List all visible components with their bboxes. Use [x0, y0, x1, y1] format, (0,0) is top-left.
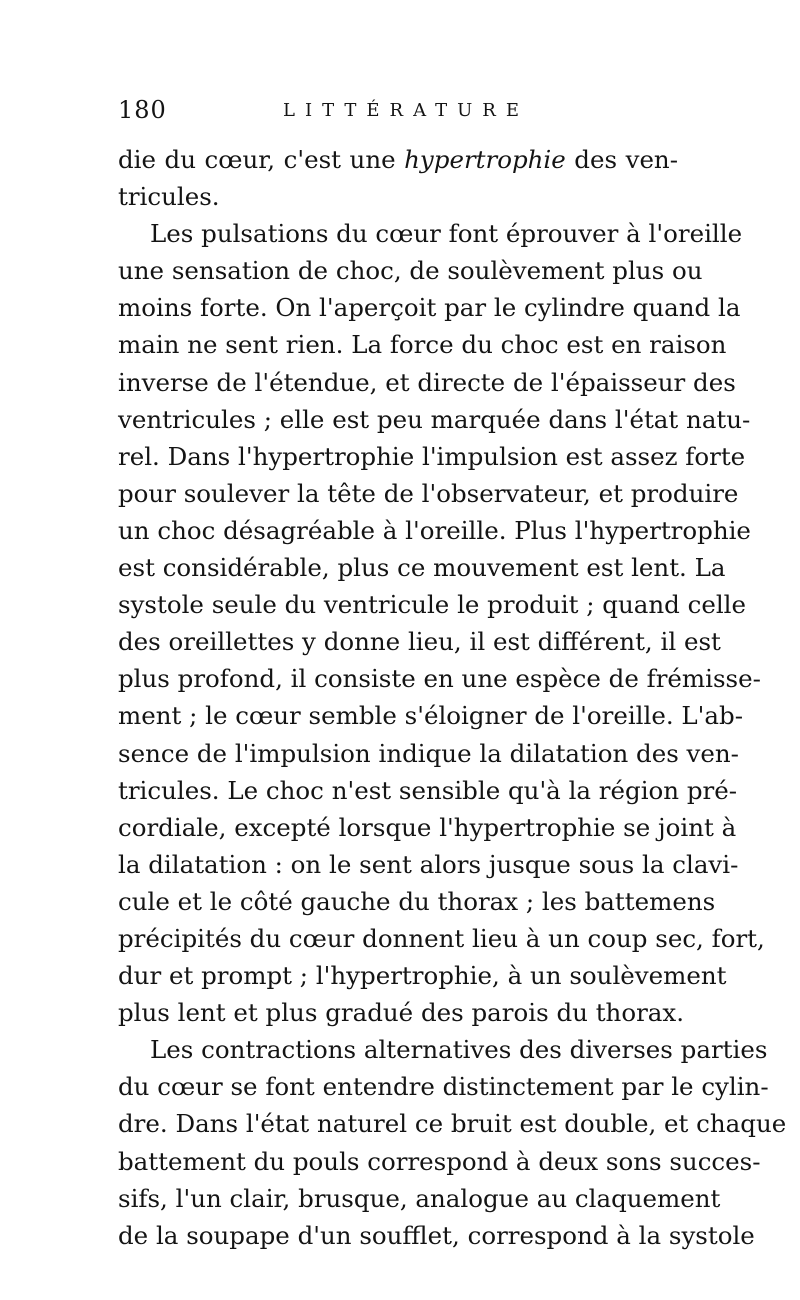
text-line: [118, 438, 746, 475]
text-line: [118, 660, 761, 697]
text-line: [118, 623, 721, 660]
text-line: [118, 1068, 769, 1105]
text-line: [118, 252, 703, 289]
text-line: [118, 141, 678, 178]
text-line: [118, 475, 739, 512]
text-line: [118, 215, 743, 252]
text-run: plus lent et plus gradué des parois du thorax.: [118, 998, 684, 1028]
text-run: des ven-: [565, 145, 678, 174]
body-text: [118, 141, 787, 1254]
text-run: sence de l'impulsion indique la dilatation des ven-: [118, 738, 739, 768]
text-run: Les contractions alternatives des diverses parties: [150, 1035, 768, 1065]
text-line: [118, 289, 741, 326]
text-line: [118, 920, 765, 957]
text-line: [118, 364, 736, 401]
text-line: [118, 846, 739, 883]
text-run: die du cœur, c'est une: [118, 145, 405, 174]
text-run: Les pulsations du cœur font éprouver à l'oreille: [150, 219, 743, 249]
text-line: [118, 178, 678, 215]
text-run: tricules.: [118, 182, 220, 212]
text-line: [118, 326, 727, 363]
text-run: des oreillettes y donne lieu, il est différent, il est: [118, 627, 721, 657]
italic-text: hypertrophie: [404, 145, 566, 174]
text-line: [118, 586, 747, 623]
text-line: [118, 401, 751, 438]
text-line: [118, 883, 716, 920]
text-run: inverse de l'étendue, et directe de l'épaisseur des: [118, 367, 736, 397]
text-run: main ne sent rien. La force du choc est en raison: [118, 330, 727, 360]
page-number: 180: [118, 96, 167, 124]
text-run: pour soulever la tête de l'observateur, et produire: [118, 478, 739, 508]
text-line: [118, 1143, 761, 1180]
text-run: battement du pouls correspond à deux sons succes-: [118, 1146, 761, 1176]
text-run: ventricules ; elle est peu marquée dans l'état natu-: [118, 404, 751, 434]
text-line: [118, 512, 751, 549]
text-run: systole seule du ventricule le produit ; quand celle: [118, 590, 747, 620]
text-line: [118, 994, 684, 1031]
text-line: [118, 735, 739, 772]
text-run: la dilatation : on le sent alors jusque sous la clavi-: [118, 849, 739, 879]
running-title: LITTÉRATURE: [283, 100, 529, 121]
text-line: [118, 809, 737, 846]
text-line: [118, 1105, 787, 1142]
text-line: [118, 549, 726, 586]
text-line: [118, 1217, 755, 1254]
text-run: du cœur se font entendre distinctement par le cylin-: [118, 1072, 769, 1102]
text-run: un choc désagréable à l'oreille. Plus l'hypertrophie: [118, 515, 751, 545]
text-run: rel. Dans l'hypertrophie l'impulsion est assez forte: [118, 441, 746, 471]
text-line: [118, 772, 738, 809]
text-line: [118, 1031, 768, 1068]
text-line: [118, 957, 727, 994]
text-run: tricules. Le choc n'est sensible qu'à la région pré-: [118, 775, 738, 805]
text-run: moins forte. On l'aperçoit par le cylindre quand la: [118, 293, 741, 323]
text-run: cordiale, excepté lorsque l'hypertrophie se joint à: [118, 812, 737, 842]
text-line: [118, 1180, 721, 1217]
text-run: de la soupape d'un soufflet, correspond à la systole: [118, 1220, 755, 1250]
text-run: ment ; le cœur semble s'éloigner de l'oreille. L'ab-: [118, 701, 743, 731]
text-run: une sensation de choc, de soulèvement plus ou: [118, 256, 703, 286]
text-run: dre. Dans l'état naturel ce bruit est double, et chaque: [118, 1109, 787, 1139]
text-run: précipités du cœur donnent lieu à un coup sec, fort,: [118, 923, 765, 953]
text-line: [118, 697, 743, 734]
text-run: plus profond, il consiste en une espèce de frémisse-: [118, 664, 761, 694]
text-run: cule et le côté gauche du thorax ; les battemens: [118, 886, 716, 916]
text-run: dur et prompt ; l'hypertrophie, à un soulèvement: [118, 961, 727, 991]
page-header: [118, 96, 678, 126]
text-run: est considérable, plus ce mouvement est lent. La: [118, 553, 726, 583]
text-run: sifs, l'un clair, brusque, analogue au claquement: [118, 1183, 721, 1213]
